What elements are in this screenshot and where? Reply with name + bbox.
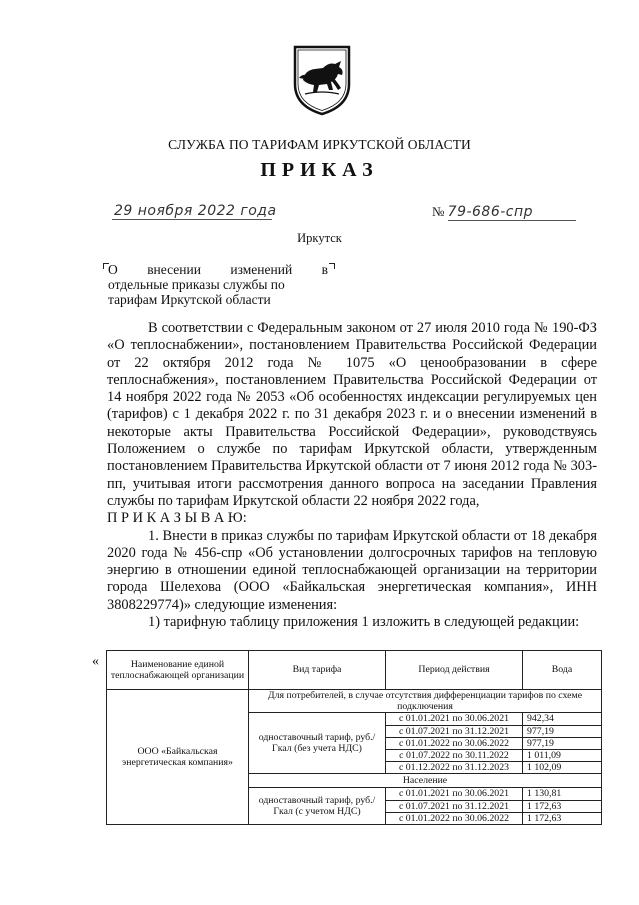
subject-line-2: отдельные приказы службы по <box>108 277 285 292</box>
period-cell: с 01.01.2021 по 30.06.2021 <box>386 713 523 725</box>
table-row <box>107 690 602 713</box>
period-cell: с 01.01.2022 по 30.06.2022 <box>386 812 523 824</box>
order-number-label: № <box>432 204 445 219</box>
subject-line-1: О внесении изменений в <box>108 262 328 277</box>
value-cell: 1 172,63 <box>523 800 602 812</box>
order-subject <box>108 262 328 307</box>
section-2-heading: Население <box>249 774 602 788</box>
subitem-1-paragraph: 1) тарифную таблицу приложения 1 изложить в следующей редакции: <box>148 614 580 631</box>
order-date <box>114 203 277 219</box>
period-cell: с 01.07.2022 по 30.11.2022 <box>386 750 523 762</box>
subject-bracket-right <box>329 263 335 269</box>
preamble-paragraph: В соответствии с Федеральным законом от 27 июля 2010 года № 190-ФЗ «О теплоснабжении», постановлением Правительства Российской Федерации от 22 октября 2012 года № 1075 «О ценообразовании в сфере теплоснабжения», постановлением Правительства Российской Федерации от 14 ноября 2022 года № 2053 «Об особенностях индексации регулируемых цен (тарифов) с 1 декабря 2022 г. по 31 декабря 2023 г. и о внесении изменений в некоторые акты Правительства Российской Федерации», руководствуясь Положением о службе по тарифам Иркутской области, утвержденным постановлением Правительства Иркутской области от 7 июня 2012 года № 303-пп, учитывая итоги рассмотрения данного вопроса на заседании Правления службы по тарифам Иркутской области 22 ноября 2022 года, <box>107 320 597 509</box>
period-cell: с 01.01.2021 по 30.06.2021 <box>386 788 523 800</box>
table-header-row <box>107 651 602 690</box>
order-date-value: 29 ноября 2022 <box>114 203 236 219</box>
period-cell: с 01.07.2021 по 31.12.2021 <box>386 725 523 737</box>
section-1-heading: Для потребителей, в случае отсутствия дифференциации тарифов по схеме подключения <box>249 690 602 713</box>
tariff-type-1: одноставочный тариф, руб./Гкал (без учета НДС) <box>249 713 386 774</box>
header-type: Вид тарифа <box>249 651 386 690</box>
order-title: ПРИКАЗ <box>260 159 379 181</box>
value-cell: 1 011,09 <box>523 750 602 762</box>
subject-line-3: тарифам Иркутской области <box>108 292 271 307</box>
tariff-type-2: одноставочный тариф, руб./Гкал (с учетом НДС) <box>249 788 386 825</box>
period-cell: с 01.07.2021 по 31.12.2021 <box>386 800 523 812</box>
tariff-table <box>106 650 602 825</box>
value-cell: 942,34 <box>523 713 602 725</box>
value-cell: 1 130,81 <box>523 788 602 800</box>
city: Иркутск <box>297 231 342 245</box>
period-cell: с 01.01.2022 по 30.06.2022 <box>386 737 523 749</box>
header-org: Наименование единой теплоснабжающей организации <box>107 651 249 690</box>
header-water: Вода <box>523 651 602 690</box>
quote-open-mark: « <box>92 654 99 669</box>
order-date-suffix: года <box>240 203 277 219</box>
order-word: П Р И К А З Ы В А Ю: <box>107 510 247 527</box>
value-cell: 1 102,09 <box>523 762 602 774</box>
value-cell: 977,19 <box>523 737 602 749</box>
order-number <box>432 204 533 220</box>
org-name-cell: ООО «Байкальская энергетическая компания» <box>107 690 249 825</box>
value-cell: 977,19 <box>523 725 602 737</box>
date-underline <box>112 219 272 220</box>
agency-name: СЛУЖБА ПО ТАРИФАМ ИРКУТСКОЙ ОБЛАСТИ <box>168 137 471 152</box>
value-cell: 1 172,63 <box>523 812 602 824</box>
number-underline <box>448 220 576 221</box>
header-period: Период действия <box>386 651 523 690</box>
document-body <box>107 320 597 631</box>
period-cell: с 01.12.2022 по 31.12.2023 <box>386 762 523 774</box>
item-1-paragraph: 1. Внести в приказ службы по тарифам Иркутской области от 18 декабря 2020 года № 456-спр «Об установлении долгосрочных тарифов на тепловую энергию в отношении единой теплоснабжающей организации на территории города Шелехова (ООО «Байкальская энергетическая компания», ИНН 3808229774)» следующие изменения: <box>107 527 597 613</box>
irkutsk-coat-of-arms-emblem <box>289 44 355 116</box>
order-number-value: 79-686-спр <box>447 204 534 220</box>
